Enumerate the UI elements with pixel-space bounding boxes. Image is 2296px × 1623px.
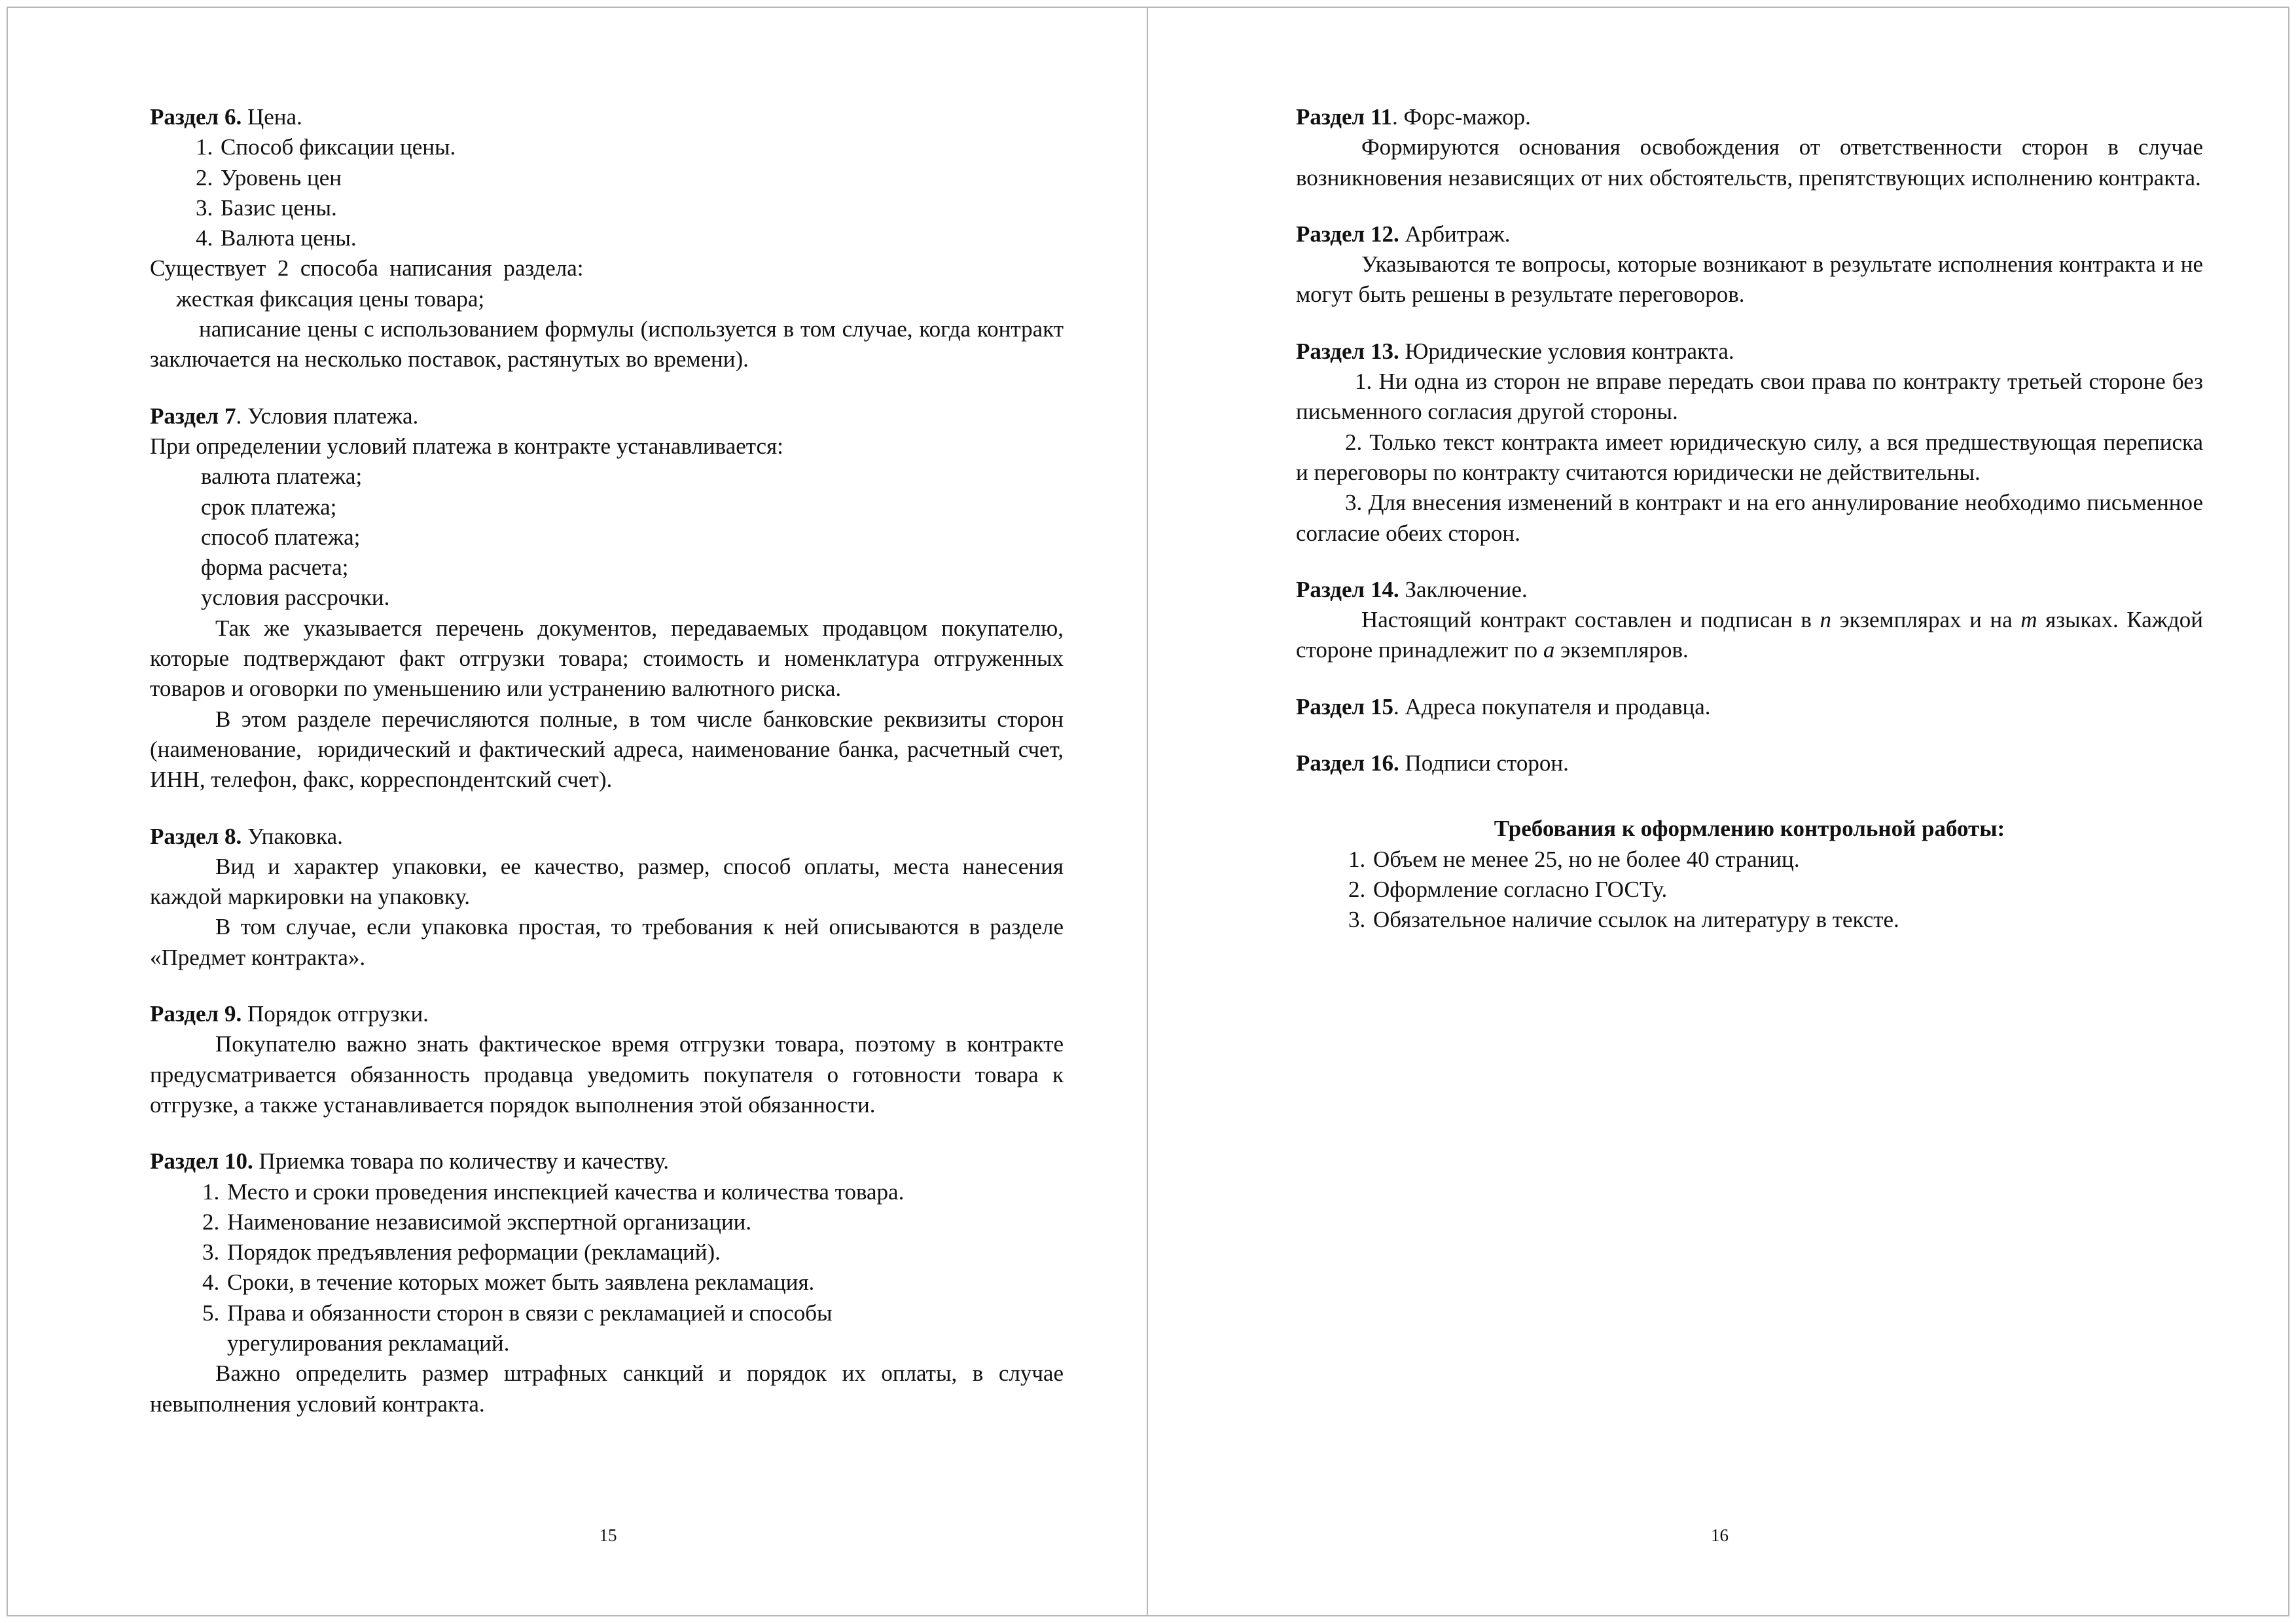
section-9-heading: Раздел 9. Порядок отгрузки. bbox=[150, 1001, 429, 1027]
page-16 bbox=[1147, 7, 2289, 1616]
paragraph: В том случае, если упаковка простая, то требования к ней описываются в разделе «Предмет контракта». bbox=[150, 914, 1064, 970]
paragraph: 2. Только текст контракта имеет юридическую силу, а вся предшествующая переписка и переговоры по контракту считаются юридически не действительны. bbox=[1296, 429, 2203, 485]
paragraph: Указываются те вопросы, которые возникают в результате исполнения контракта и не могут быть решены в результате переговоров. bbox=[1296, 251, 2203, 308]
section-11-heading: Раздел 11. Форс-мажор. bbox=[1296, 104, 1531, 130]
paragraph: При определении условий платежа в контракте устанавливается: bbox=[150, 433, 783, 459]
spacer bbox=[1296, 310, 2203, 337]
list-item: 1. Объем не менее 25, но не более 40 страниц. bbox=[1348, 846, 1800, 872]
spacer bbox=[150, 375, 1064, 401]
list-item: условия рассрочки. bbox=[201, 585, 390, 611]
list-item: 3. Порядок предъявления реформации (рекламаций). bbox=[202, 1239, 721, 1266]
spacer bbox=[150, 973, 1064, 999]
list-item: 2. Оформление согласно ГОСТу. bbox=[1348, 876, 1668, 902]
paragraph: Важно определить размер штрафных санкций и порядок их оплаты, в случае невыполнения условий контракта. bbox=[150, 1360, 1064, 1417]
page-15 bbox=[7, 7, 1148, 1616]
paragraph: Существует 2 способа написания раздела: bbox=[150, 255, 584, 282]
section-15-heading: Раздел 15. Адреса покупателя и продавца. bbox=[1296, 693, 1711, 720]
paragraph: написание цены с использованием формулы (используется в том случае, когда контракт заключается на несколько поставок, растянутых во времени). bbox=[150, 316, 1064, 373]
list-item: валюта платежа; bbox=[201, 464, 363, 490]
list-item: 1. Способ фиксации цены. bbox=[196, 134, 456, 160]
paragraph: Так же указывается перечень документов, передаваемых продавцом покупателю, которые подтверждают факт отгрузки товара; стоимость и номенклатура отгруженных товаров и оговорки по уменьшению или устранению валютного риска. bbox=[150, 615, 1064, 702]
spacer bbox=[150, 1120, 1064, 1146]
spacer bbox=[1296, 666, 2203, 692]
requirements-list bbox=[1296, 845, 2203, 936]
list-item: 1. Место и сроки проведения инспекцией качества и количества товара. bbox=[202, 1178, 905, 1205]
paragraph: 3. Для внесения изменений в контракт и на его аннулирование необходимо письменное согласие обеих сторон. bbox=[1296, 490, 2203, 546]
list-item: форма расчета; bbox=[201, 555, 349, 581]
section-7-heading: Раздел 7. Условия платежа. bbox=[150, 403, 419, 429]
list-item: способ платежа; bbox=[201, 524, 361, 550]
section-6-list bbox=[150, 132, 1064, 253]
section-7-list bbox=[150, 462, 1064, 613]
paragraph: Вид и характер упаковки, ее качество, размер, способ оплаты, места нанесения каждой маркировки на упаковку. bbox=[150, 853, 1064, 910]
section-16-heading: Раздел 16. Подписи сторон. bbox=[1296, 750, 1569, 776]
section-14-heading: Раздел 14. Заключение. bbox=[1296, 576, 1528, 602]
paragraph: 1. Ни одна из сторон не вправе передать свои права по контракту третьей стороне без письменного согласия другой стороны. bbox=[1296, 369, 2203, 425]
paragraph: Покупателю важно знать фактическое время отгрузки товара, поэтому в контракте предусматривается обязанность продавца уведомить покупателя о готовности товара к отгрузке, а также устанавливается порядок выполнения этой обязанности. bbox=[150, 1031, 1064, 1118]
spacer bbox=[1296, 193, 2203, 219]
section-8-heading: Раздел 8. Упаковка. bbox=[150, 823, 343, 849]
page-16-content bbox=[1296, 102, 2203, 936]
spacer bbox=[1296, 549, 2203, 575]
page-15-content bbox=[150, 102, 1075, 1419]
section-12-heading: Раздел 12. Арбитраж. bbox=[1296, 221, 1511, 247]
spacer bbox=[1296, 722, 2203, 748]
list-item: срок платежа; bbox=[201, 494, 337, 520]
list-item: 4. Сроки, в течение которых может быть заявлена рекламация. bbox=[202, 1269, 815, 1296]
section-10-heading: Раздел 10. Приемка товара по количеству и качеству. bbox=[150, 1148, 669, 1175]
list-item: 3. Обязательное наличие ссылок на литературу в тексте. bbox=[1348, 907, 1899, 933]
page-number: 15 bbox=[599, 1525, 617, 1545]
list-item: 2. Наименование независимой экспертной организации. bbox=[202, 1209, 752, 1235]
paragraph: В этом разделе перечисляются полные, в том числе банковские реквизиты сторон (наименование, юридический и фактический адреса, наименование банка, расчетный счет, ИНН, телефон, факс, корреспондентский счет). bbox=[150, 706, 1075, 793]
paragraph: жесткая фиксация цены товара; bbox=[176, 285, 485, 312]
paragraph: Формируются основания освобождения от ответственности сторон в случае возникновения независящих от них обстоятельств, препятствующих исполнению контракта. bbox=[1296, 134, 2203, 191]
list-item: 5. Права и обязанности сторон в связи с рекламацией и способы урегулирования рекламаций. bbox=[202, 1300, 833, 1356]
requirements-heading: Требования к оформлению контрольной работы: bbox=[1494, 816, 2005, 842]
section-10-list bbox=[150, 1177, 1064, 1359]
list-item: 3. Базис цены. bbox=[196, 194, 337, 221]
section-13-heading: Раздел 13. Юридические условия контракта. bbox=[1296, 338, 1734, 364]
page-number: 16 bbox=[1711, 1525, 1729, 1545]
paragraph: Настоящий контракт составлен и подписан в n экземплярах и на m языках. Каждой стороне принадлежит по a экземпляров. bbox=[1296, 607, 2204, 663]
spacer bbox=[150, 795, 1064, 822]
list-item: 4. Валюта цены. bbox=[196, 225, 357, 251]
spacer bbox=[1296, 778, 2203, 814]
list-item: 2. Уровень цен bbox=[196, 164, 342, 191]
section-6-heading: Раздел 6. Цена. bbox=[150, 104, 302, 130]
